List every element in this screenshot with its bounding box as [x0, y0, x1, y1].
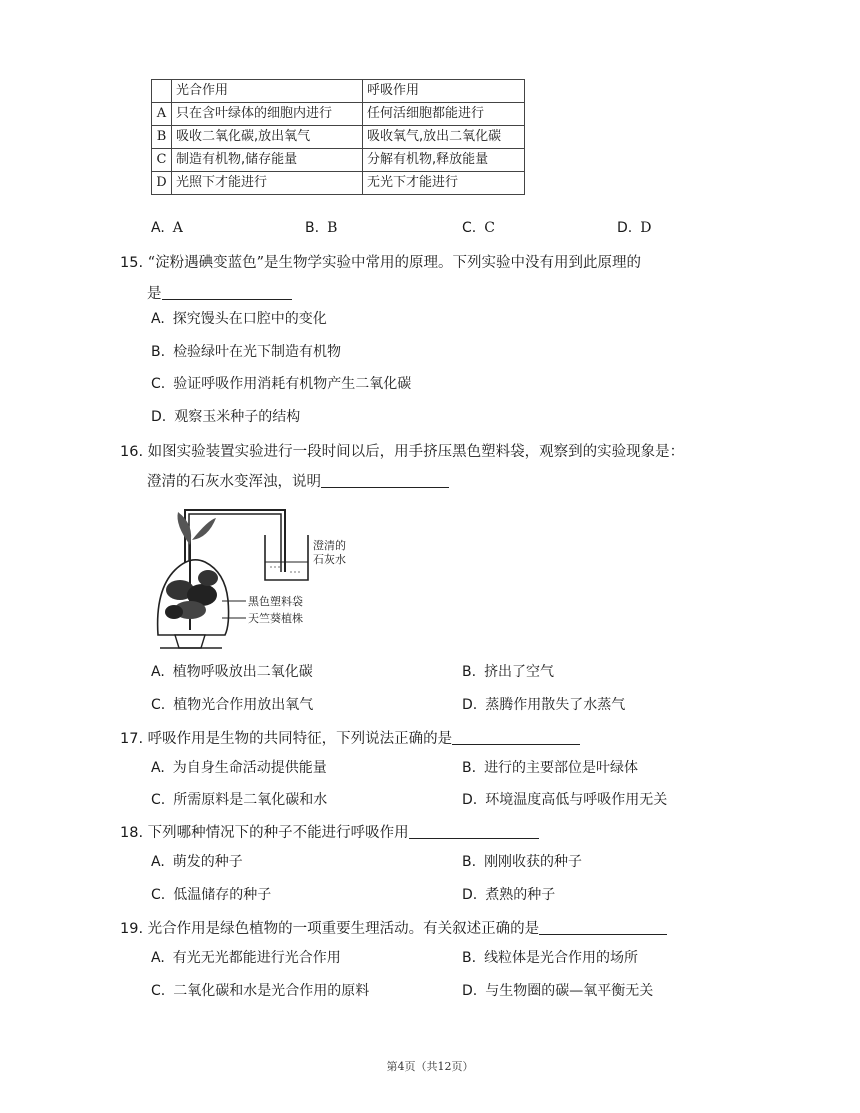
q15-stem-line1 [120, 253, 641, 273]
option-text: A [172, 220, 183, 236]
table-header-cell [152, 80, 172, 103]
table-cell: 吸收二氧化碳,放出氧气 [172, 126, 363, 149]
option-key: C. [151, 792, 166, 808]
option-text: 线粒体是光合作用的场所 [484, 950, 639, 966]
question-number: 15. [120, 255, 144, 271]
option-text: 二氧化碳和水是光合作用的原料 [173, 983, 370, 999]
table-cell: 分解有机物,释放能量 [363, 149, 525, 172]
question-number: 17. [120, 731, 144, 747]
table-row [152, 103, 525, 126]
option-text: 低温储存的种子 [173, 887, 272, 903]
q15-option-a[interactable] [151, 309, 327, 329]
table-cell: 任何活细胞都能进行 [363, 103, 525, 126]
table-header-cell: 呼吸作用 [363, 80, 525, 103]
q16-option-c[interactable] [151, 695, 313, 715]
q19-option-b[interactable] [462, 948, 638, 968]
answer-blank[interactable] [452, 728, 580, 745]
option-key: D. [462, 983, 478, 999]
q14-option-d[interactable] [617, 218, 651, 238]
option-key: B. [305, 220, 320, 236]
plant-leaf [192, 518, 216, 540]
option-key: D. [462, 697, 478, 713]
answer-blank[interactable] [162, 283, 292, 300]
row-label: A [152, 103, 172, 126]
option-text: 植物呼吸放出二氧化碳 [172, 664, 313, 680]
row-label: B [152, 126, 172, 149]
q16-stem-line1 [120, 442, 684, 462]
option-key: A. [151, 220, 165, 236]
option-key: D. [617, 220, 633, 236]
q17-option-b[interactable] [462, 758, 638, 778]
table-header-cell: 光合作用 [172, 80, 363, 103]
q15-stem-line2 [147, 283, 292, 304]
option-text: C [484, 220, 495, 236]
option-text: 检验绿叶在光下制造有机物 [173, 344, 342, 360]
option-text: 环境温度高低与呼吸作用无关 [485, 792, 668, 808]
q14-option-a[interactable] [151, 218, 183, 238]
row-label: C [152, 149, 172, 172]
q18-option-a[interactable] [151, 852, 243, 872]
table-header-row [152, 80, 525, 103]
limewater-label: 澄清的 [313, 539, 346, 552]
q14-option-c[interactable] [462, 218, 495, 238]
q18-stem [120, 822, 539, 843]
flower-pot [175, 635, 205, 648]
q16-stem-line2 [147, 471, 449, 492]
plant-leaf [165, 605, 183, 619]
table-cell: 光照下才能进行 [172, 172, 363, 195]
beaker [265, 535, 308, 580]
option-text: B [327, 220, 338, 236]
q19-option-d[interactable] [462, 981, 653, 1001]
q17-option-d[interactable] [462, 790, 667, 810]
option-key: D. [151, 409, 167, 425]
option-text: 蒸腾作用散失了水蒸气 [485, 697, 626, 713]
q16-option-d[interactable] [462, 695, 625, 715]
option-key: B. [151, 344, 166, 360]
question-stem: 澄清的石灰水变浑浊，说明 [147, 474, 321, 490]
q16-option-a[interactable] [151, 662, 313, 682]
answer-blank[interactable] [409, 822, 539, 839]
option-text: 为自身生命活动提供能量 [172, 760, 327, 776]
table-row [152, 172, 525, 195]
q18-option-d[interactable] [462, 885, 555, 905]
table-cell: 只在含叶绿体的细胞内进行 [172, 103, 363, 126]
option-text: 与生物圈的碳—氧平衡无关 [485, 983, 654, 999]
option-key: B. [462, 760, 477, 776]
question-number: 19. [120, 921, 144, 937]
option-text: 有光无光都能进行光合作用 [172, 950, 341, 966]
option-key: C. [151, 887, 166, 903]
table-row [152, 149, 525, 172]
question-stem: 如图实验装置实验进行一段时间以后，用手挤压黑色塑料袋，观察到的实验现象是： [147, 444, 685, 460]
q19-option-c[interactable] [151, 981, 369, 1001]
question-stem: 呼吸作用是生物的共同特征，下列说法正确的是 [147, 731, 453, 747]
option-key: C. [151, 376, 166, 392]
option-key: C. [151, 983, 166, 999]
option-text: 观察玉米种子的结构 [174, 409, 301, 425]
q15-option-b[interactable] [151, 342, 341, 362]
option-text: 刚刚收获的种子 [484, 854, 583, 870]
q19-stem [120, 918, 667, 939]
option-key: A. [151, 760, 165, 776]
q15-option-c[interactable] [151, 374, 411, 394]
table-cell: 吸收氧气,放出二氧化碳 [363, 126, 525, 149]
q17-stem [120, 728, 580, 749]
answer-blank[interactable] [539, 918, 667, 935]
plant-leaf [198, 570, 218, 586]
option-text: 探究馒头在口腔中的变化 [172, 311, 327, 327]
option-key: C. [462, 220, 477, 236]
plant-label: 天竺葵植株 [248, 612, 303, 625]
q15-option-d[interactable] [151, 407, 300, 427]
q14-option-b[interactable] [305, 218, 337, 238]
bag-label: 黑色塑料袋 [248, 595, 303, 608]
option-key: B. [462, 664, 477, 680]
option-key: A. [151, 311, 165, 327]
question-stem: 光合作用是绿色植物的一项重要生理活动。有关叙述正确的是 [147, 921, 540, 937]
option-key: A. [151, 854, 165, 870]
q17-option-c[interactable] [151, 790, 327, 810]
option-text: 所需原料是二氧化碳和水 [173, 792, 328, 808]
option-text: 进行的主要部位是叶绿体 [484, 760, 639, 776]
table-cell: 无光下才能进行 [363, 172, 525, 195]
q17-option-a[interactable] [151, 758, 327, 778]
question-stem: “淀粉遇碘变蓝色”是生物学实验中常用的原理。下列实验中没有用到此原理的 [147, 255, 641, 271]
page-footer: 第4页（共12页） [386, 1060, 474, 1073]
q18-option-c[interactable] [151, 885, 271, 905]
option-key: B. [462, 950, 477, 966]
limewater-label: 石灰水 [313, 553, 346, 566]
option-text: 挤出了空气 [484, 664, 555, 680]
option-key: D. [462, 792, 478, 808]
option-key: A. [151, 664, 165, 680]
comparison-table [151, 79, 525, 195]
option-key: A. [151, 950, 165, 966]
option-text: 煮熟的种子 [485, 887, 556, 903]
question-number: 16. [120, 444, 144, 460]
option-text: D [640, 220, 652, 236]
question-stem: 下列哪种情况下的种子不能进行呼吸作用 [147, 825, 409, 841]
question-stem: 是 [147, 286, 162, 302]
q19-option-a[interactable] [151, 948, 341, 968]
option-key: C. [151, 697, 166, 713]
q16-option-b[interactable] [462, 662, 554, 682]
option-text: 萌发的种子 [172, 854, 243, 870]
table-row [152, 126, 525, 149]
answer-blank[interactable] [321, 471, 449, 488]
question-number: 18. [120, 825, 144, 841]
table-cell: 制造有机物,储存能量 [172, 149, 363, 172]
option-text: 验证呼吸作用消耗有机物产生二氧化碳 [173, 376, 412, 392]
option-key: D. [462, 887, 478, 903]
row-label: D [152, 172, 172, 195]
experiment-apparatus-figure [150, 500, 390, 660]
option-text: 植物光合作用放出氧气 [173, 697, 314, 713]
q18-option-b[interactable] [462, 852, 582, 872]
option-key: B. [462, 854, 477, 870]
